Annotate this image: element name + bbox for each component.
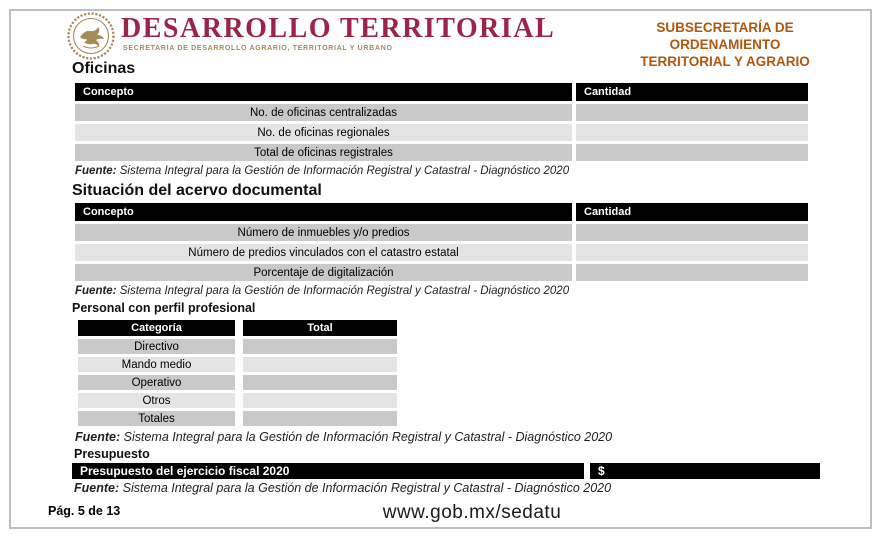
source-text: Sistema Integral para la Gestión de Información Registral y Catastral - Diagnóstico 2020	[119, 285, 570, 297]
table-row	[75, 104, 808, 121]
concept-cell: Número de predios vinculados con el catastro estatal	[75, 244, 572, 261]
table-row	[75, 264, 808, 281]
column-header-cantidad: Cantidad	[576, 203, 808, 221]
source-text: Sistema Integral para la Gestión de Información Registral y Catastral - Diagnóstico 2020	[119, 165, 570, 177]
presupuesto-bar	[72, 463, 820, 479]
categoria-cell: Directivo	[78, 339, 235, 354]
table-header-row	[78, 320, 398, 336]
categoria-cell: Totales	[78, 411, 235, 426]
concept-cell: Total de oficinas registrales	[75, 144, 572, 161]
table-header-row	[75, 203, 808, 221]
column-header-cantidad: Cantidad	[576, 83, 808, 101]
categoria-cell: Mando medio	[78, 357, 235, 372]
column-header-concepto: Concepto	[75, 203, 572, 221]
acervo-table	[75, 203, 808, 281]
brand-title: DESARROLLO TERRITORIAL	[121, 13, 556, 44]
source-note	[75, 285, 569, 297]
mexican-eagle-seal-icon	[67, 12, 115, 60]
personal-table	[78, 320, 398, 429]
section-title-personal: Personal con perfil profesional	[72, 301, 256, 315]
subsecretaria-title	[582, 19, 868, 70]
section-title-acervo: Situación del acervo documental	[72, 182, 322, 199]
concept-cell: No. de oficinas regionales	[75, 124, 572, 141]
table-row	[78, 375, 398, 390]
presupuesto-label: Presupuesto del ejercicio fiscal 2020	[72, 463, 584, 479]
total-cell	[243, 411, 397, 426]
source-note	[75, 430, 612, 444]
source-text: Sistema Integral para la Gestión de Información Registral y Catastral - Diagnóstico 2020	[123, 430, 613, 444]
total-cell	[243, 393, 397, 408]
cantidad-cell	[576, 104, 808, 121]
concept-cell: No. de oficinas centralizadas	[75, 104, 572, 121]
total-cell	[243, 375, 397, 390]
cantidad-cell	[576, 124, 808, 141]
categoria-cell: Otros	[78, 393, 235, 408]
cantidad-cell	[576, 264, 808, 281]
brand-subtitle: SECRETARÍA DE DESARROLLO AGRARIO, TERRITORIAL Y URBANO	[123, 45, 393, 52]
page-number: Pág. 5 de 13	[48, 504, 121, 518]
total-cell	[243, 357, 397, 372]
table-row	[75, 224, 808, 241]
concept-cell: Porcentaje de digitalización	[75, 264, 572, 281]
column-header-categoria: Categoría	[78, 320, 235, 336]
subsecretaria-line: TERRITORIAL Y AGRARIO	[640, 54, 810, 69]
table-row	[78, 357, 398, 372]
oficinas-table	[75, 83, 808, 161]
column-header-total: Total	[243, 320, 397, 336]
presupuesto-value: $	[590, 463, 820, 479]
cantidad-cell	[576, 244, 808, 261]
source-text: Sistema Integral para la Gestión de Información Registral y Catastral - Diagnóstico 2020	[122, 481, 612, 495]
total-cell	[243, 339, 397, 354]
subsecretaria-line: ORDENAMIENTO	[669, 37, 781, 52]
source-label: Fuente:	[75, 285, 117, 297]
table-row	[75, 144, 808, 161]
subsecretaria-line: SUBSECRETARÍA DE	[656, 20, 794, 35]
table-row	[78, 411, 398, 426]
table-row	[75, 244, 808, 261]
categoria-cell: Operativo	[78, 375, 235, 390]
section-title-oficinas: Oficinas	[72, 60, 136, 77]
section-title-presupuesto: Presupuesto	[74, 447, 150, 461]
concept-cell: Número de inmuebles y/o predios	[75, 224, 572, 241]
footer-url-link[interactable]: www.gob.mx/sedatu	[382, 502, 562, 523]
source-label: Fuente:	[75, 165, 117, 177]
cantidad-cell	[576, 224, 808, 241]
source-label: Fuente:	[75, 430, 121, 444]
source-note	[75, 165, 569, 177]
cantidad-cell	[576, 144, 808, 161]
table-header-row	[75, 83, 808, 101]
table-row	[78, 393, 398, 408]
source-label: Fuente:	[74, 481, 120, 495]
table-row	[75, 124, 808, 141]
source-note	[74, 481, 611, 495]
column-header-concepto: Concepto	[75, 83, 572, 101]
table-row	[78, 339, 398, 354]
